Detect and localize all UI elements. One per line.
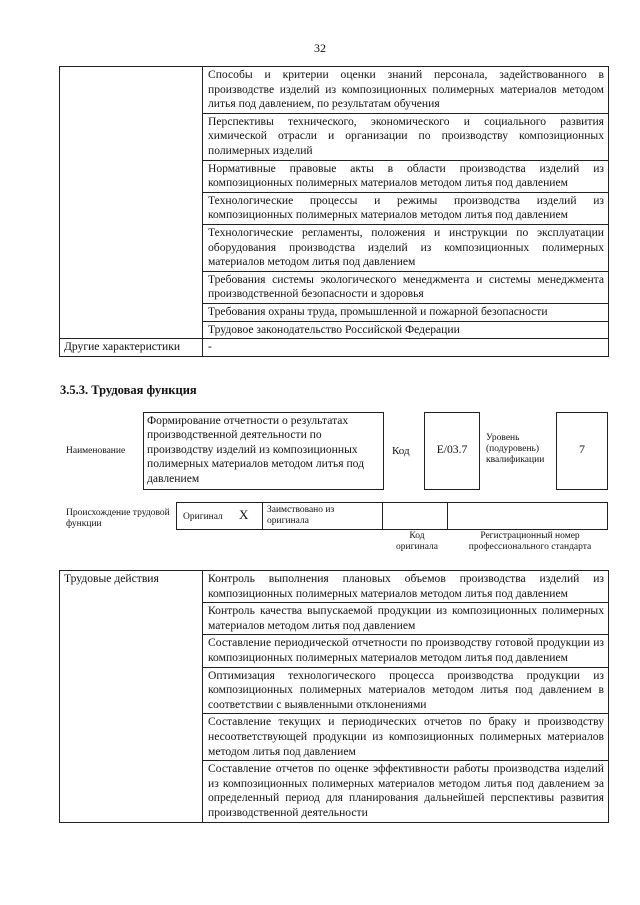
page-number: 32 xyxy=(314,41,326,55)
knowledge-item: Технологические регламенты, положения и инструкции по эксплуатации оборудования производства изделий из композиционных полимерных материалов методом литья под давлением xyxy=(203,224,609,271)
other-characteristics-value: - xyxy=(203,339,609,357)
other-characteristics-label: Другие характеристики xyxy=(60,339,203,357)
labour-actions-label: Трудовые действия xyxy=(60,571,203,823)
labour-actions-table xyxy=(59,570,609,823)
code-original-caption: Код оригинала xyxy=(396,531,438,552)
knowledge-item: Требования системы экологического менеджмента и системы менеджмента производственной безопасности и здоровья xyxy=(203,271,609,303)
knowledge-item: Требования охраны труда, промышленной и пожарной безопасности xyxy=(203,303,609,321)
function-code: E/03.7 xyxy=(424,412,480,490)
empty-label-cell xyxy=(60,67,203,339)
section-heading: 3.5.3. Трудовая функция xyxy=(60,383,197,397)
knowledge-item: Способы и критерии оценки знаний персонала, задействованного в производстве изделий из композиционных полимерных материалов методом литья под давлением, по результатам обучения xyxy=(203,67,609,114)
divider xyxy=(382,503,383,529)
table-row xyxy=(60,571,609,603)
divider xyxy=(447,503,448,529)
knowledge-item: Нормативные правовые акты в области производства изделий из композиционных полимерных материалов методом литья под давлением xyxy=(203,160,609,192)
labour-action-item: Оптимизация технологического процесса производства продукции из композиционных полимерных материалов методом литья под давлением в соответствии с выявленными отклонениями xyxy=(203,667,609,714)
labour-action-item: Составление отчетов по оценке эффективности работы производства изделий из композиционных полимерных материалов методом литья под давлением за определенный период для планирования дальнейшей перспективы развития производственной деятельности xyxy=(203,761,609,822)
function-name: Формирование отчетности о результатах производственной деятельности по производству изделий из композиционных полимерных материалов методом литья под давлением xyxy=(143,412,384,490)
labour-action-item: Контроль выполнения плановых объемов производства изделий из композиционных полимерных материалов методом литья под давлением xyxy=(203,571,609,603)
knowledge-table xyxy=(59,66,609,357)
qualification-level: 7 xyxy=(556,412,608,490)
knowledge-item: Трудовое законодательство Российской Федерации xyxy=(203,321,609,339)
labour-action-item: Составление текущих и периодических отчетов по браку и производству несоответствующей продукции из композиционных полимерных материалов методом литья под давлением xyxy=(203,714,609,761)
origin-table xyxy=(176,502,608,530)
knowledge-item: Перспективы технического, экономического и социального развития химической отрасли и организации по производству композиционных полимерных изделий xyxy=(203,113,609,160)
table-row xyxy=(60,67,609,114)
table-row xyxy=(60,339,609,357)
code-label: Код xyxy=(392,445,410,457)
knowledge-item: Технологические процессы и режимы производства изделий из композиционных полимерных материалов методом литья под давлением xyxy=(203,192,609,224)
labour-action-item: Контроль качества выпускаемой продукции из композиционных полимерных материалов методом литья под давлением xyxy=(203,603,609,635)
name-label: Наименование xyxy=(66,446,126,456)
qualification-level-label: Уровень (подуровень) квалификации xyxy=(486,433,545,465)
original-mark: X xyxy=(239,507,249,522)
origin-label: Происхождение трудовой функции xyxy=(66,508,170,529)
original-label: Оригинал xyxy=(183,512,223,522)
borrowed-label: Заимствовано из оригинала xyxy=(267,505,335,526)
divider xyxy=(262,503,263,529)
registration-number-caption: Регистрационный номер профессионального стандарта xyxy=(468,531,592,552)
labour-action-item: Составление периодической отчетности по производству готовой продукции из композиционных полимерных материалов методом литья под давлением xyxy=(203,635,609,667)
